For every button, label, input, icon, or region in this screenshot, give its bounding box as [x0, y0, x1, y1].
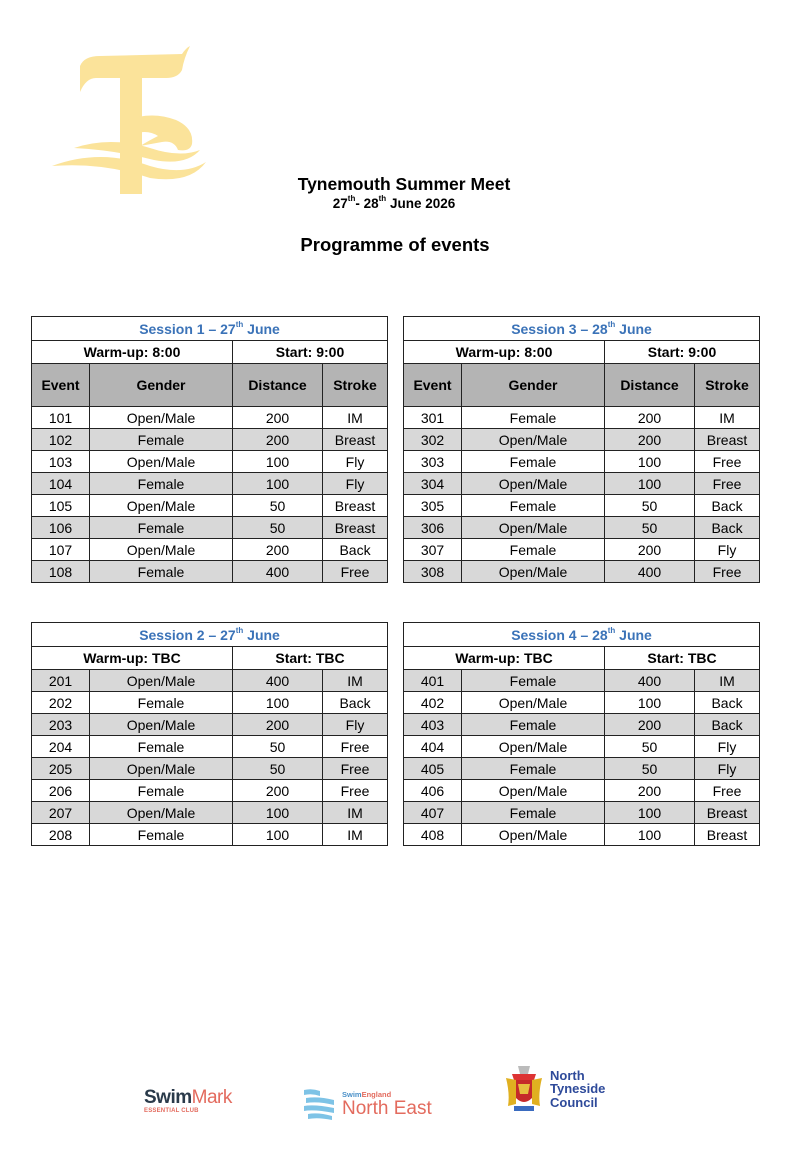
gender-cell: Female [462, 670, 605, 692]
stroke-cell: Free [695, 561, 760, 583]
distance-cell: 400 [605, 561, 695, 583]
session-label: Session 1 – 27 [139, 320, 236, 337]
event-row [32, 539, 388, 561]
event-row [32, 714, 388, 736]
distance-cell: 50 [233, 517, 323, 539]
session-title [32, 623, 388, 647]
gender-cell: Female [462, 539, 605, 561]
distance-cell: 50 [233, 736, 323, 758]
gender-cell: Female [90, 736, 233, 758]
distance-cell: 400 [233, 670, 323, 692]
event-row [404, 407, 760, 429]
gender-cell: Open/Male [462, 429, 605, 451]
gender-cell: Open/Male [462, 824, 605, 846]
swim-england-icon [302, 1088, 336, 1120]
event-row [404, 802, 760, 824]
gender-cell: Female [90, 517, 233, 539]
event-row [404, 670, 760, 692]
gender-cell: Open/Male [90, 714, 233, 736]
se-swim: Swim [342, 1090, 362, 1099]
coat-of-arms-icon [504, 1064, 544, 1114]
session-label: Session 3 – 28 [511, 320, 608, 337]
council-line3: Council [550, 1094, 598, 1110]
distance-cell: 50 [233, 758, 323, 780]
distance-cell: 100 [233, 692, 323, 714]
stroke-cell: IM [323, 824, 388, 846]
gender-cell: Open/Male [90, 670, 233, 692]
swimmark-sub: ESSENTIAL CLUB [144, 1108, 199, 1114]
column-header-event: Event [404, 364, 462, 407]
date-rest: June 2026 [386, 196, 456, 211]
stroke-cell: Back [695, 517, 760, 539]
event-number-cell: 103 [32, 451, 90, 473]
distance-cell: 200 [605, 714, 695, 736]
column-header-stroke: Stroke [695, 364, 760, 407]
session-label-end: June [243, 320, 280, 337]
swimmark-logo [144, 1087, 232, 1114]
event-row [404, 429, 760, 451]
stroke-cell: Back [323, 539, 388, 561]
distance-cell: 200 [233, 429, 323, 451]
session-label-end: June [243, 626, 280, 643]
event-row [404, 692, 760, 714]
event-number-cell: 401 [404, 670, 462, 692]
stroke-cell: Free [695, 451, 760, 473]
session-3-table [403, 316, 760, 583]
gender-cell: Female [462, 802, 605, 824]
event-number-cell: 302 [404, 429, 462, 451]
distance-cell: 400 [233, 561, 323, 583]
distance-cell: 400 [605, 670, 695, 692]
session-label-sup: th [607, 625, 616, 635]
distance-cell: 50 [605, 517, 695, 539]
session-label-sup: th [235, 319, 244, 329]
north-tyneside-council-logo [504, 1064, 605, 1114]
stroke-cell: Fly [323, 473, 388, 495]
stroke-cell: Back [695, 495, 760, 517]
event-row [404, 495, 760, 517]
distance-cell: 200 [233, 539, 323, 561]
stroke-cell: IM [323, 802, 388, 824]
session-label-end: June [615, 320, 652, 337]
event-row [404, 451, 760, 473]
distance-cell: 100 [233, 824, 323, 846]
distance-cell: 200 [233, 407, 323, 429]
stroke-cell: Breast [695, 802, 760, 824]
start-time: Start: 9:00 [233, 341, 388, 364]
se-england: England [361, 1090, 392, 1099]
distance-cell: 200 [233, 780, 323, 802]
session-label: Session 2 – 27 [139, 626, 236, 643]
event-number-cell: 304 [404, 473, 462, 495]
event-row [404, 714, 760, 736]
warmup-time: Warm-up: 8:00 [404, 341, 605, 364]
distance-cell: 200 [605, 539, 695, 561]
event-row [404, 824, 760, 846]
event-number-cell: 307 [404, 539, 462, 561]
distance-cell: 100 [233, 802, 323, 824]
event-row [32, 451, 388, 473]
stroke-cell: Free [695, 780, 760, 802]
gender-cell: Open/Male [90, 539, 233, 561]
distance-cell: 100 [233, 451, 323, 473]
start-time: Start: TBC [233, 647, 388, 670]
stroke-cell: Free [323, 780, 388, 802]
event-row [32, 780, 388, 802]
event-number-cell: 205 [32, 758, 90, 780]
event-number-cell: 207 [32, 802, 90, 824]
swim-england-north-east-logo [302, 1088, 432, 1120]
date-day1: 27 [332, 196, 348, 211]
gender-cell: Open/Male [90, 802, 233, 824]
event-row [32, 802, 388, 824]
session-label: Session 4 – 28 [511, 626, 608, 643]
date-sep: - [355, 196, 364, 211]
programme-heading: Programme of events [300, 234, 490, 255]
event-row [32, 736, 388, 758]
event-number-cell: 408 [404, 824, 462, 846]
column-header-gender: Gender [90, 364, 233, 407]
date-day2: 28 [363, 196, 379, 211]
warmup-time: Warm-up: TBC [32, 647, 233, 670]
council-line1: North [550, 1067, 585, 1083]
event-row [32, 692, 388, 714]
event-number-cell: 403 [404, 714, 462, 736]
event-number-cell: 306 [404, 517, 462, 539]
distance-cell: 100 [605, 802, 695, 824]
event-number-cell: 201 [32, 670, 90, 692]
session-title [404, 623, 760, 647]
gender-cell: Open/Male [90, 495, 233, 517]
event-number-cell: 102 [32, 429, 90, 451]
stroke-cell: IM [323, 407, 388, 429]
council-line2: Tyneside [550, 1081, 606, 1097]
gender-cell: Open/Male [462, 736, 605, 758]
event-number-cell: 107 [32, 539, 90, 561]
event-number-cell: 104 [32, 473, 90, 495]
event-row [32, 473, 388, 495]
stroke-cell: Fly [695, 539, 760, 561]
event-row [404, 758, 760, 780]
gender-cell: Female [90, 824, 233, 846]
event-row [404, 539, 760, 561]
distance-cell: 50 [233, 495, 323, 517]
event-row [404, 473, 760, 495]
meet-dates [0, 196, 794, 211]
swimmark-mark: Mark [191, 1087, 232, 1108]
start-time: Start: TBC [605, 647, 760, 670]
event-number-cell: 308 [404, 561, 462, 583]
event-row [32, 824, 388, 846]
event-row [404, 561, 760, 583]
event-row [404, 780, 760, 802]
event-number-cell: 305 [404, 495, 462, 517]
gender-cell: Open/Male [462, 517, 605, 539]
stroke-cell: Breast [323, 517, 388, 539]
distance-cell: 200 [605, 407, 695, 429]
event-number-cell: 301 [404, 407, 462, 429]
event-row [32, 758, 388, 780]
event-number-cell: 202 [32, 692, 90, 714]
event-number-cell: 206 [32, 780, 90, 802]
gender-cell: Open/Male [462, 561, 605, 583]
distance-cell: 100 [605, 824, 695, 846]
event-number-cell: 404 [404, 736, 462, 758]
session-1-table [31, 316, 388, 583]
stroke-cell: Back [323, 692, 388, 714]
stroke-cell: Fly [323, 714, 388, 736]
gender-cell: Female [462, 495, 605, 517]
stroke-cell: IM [695, 407, 760, 429]
gender-cell: Open/Male [90, 451, 233, 473]
stroke-cell: Free [323, 561, 388, 583]
event-row [404, 517, 760, 539]
event-number-cell: 105 [32, 495, 90, 517]
session-label-sup: th [607, 319, 616, 329]
column-header-stroke: Stroke [323, 364, 388, 407]
meet-title: Tynemouth Summer Meet [297, 174, 511, 194]
column-header-gender: Gender [462, 364, 605, 407]
distance-cell: 100 [233, 473, 323, 495]
session-4-table [403, 622, 760, 846]
gender-cell: Female [462, 758, 605, 780]
stroke-cell: IM [695, 670, 760, 692]
event-number-cell: 406 [404, 780, 462, 802]
warmup-time: Warm-up: TBC [404, 647, 605, 670]
event-row [32, 495, 388, 517]
stroke-cell: IM [323, 670, 388, 692]
stroke-cell: Fly [323, 451, 388, 473]
gender-cell: Female [462, 714, 605, 736]
distance-cell: 50 [605, 758, 695, 780]
distance-cell: 200 [233, 714, 323, 736]
warmup-time: Warm-up: 8:00 [32, 341, 233, 364]
gender-cell: Open/Male [462, 780, 605, 802]
session-label-end: June [615, 626, 652, 643]
distance-cell: 50 [605, 495, 695, 517]
event-number-cell: 106 [32, 517, 90, 539]
gender-cell: Open/Male [90, 407, 233, 429]
event-number-cell: 208 [32, 824, 90, 846]
stroke-cell: Free [323, 758, 388, 780]
event-row [32, 517, 388, 539]
stroke-cell: Breast [695, 429, 760, 451]
event-number-cell: 203 [32, 714, 90, 736]
distance-cell: 200 [605, 429, 695, 451]
distance-cell: 200 [605, 780, 695, 802]
gender-cell: Female [90, 780, 233, 802]
session-label-sup: th [235, 625, 244, 635]
distance-cell: 100 [605, 451, 695, 473]
swimmark-swim: Swim [144, 1087, 192, 1108]
event-row [32, 429, 388, 451]
stroke-cell: Free [695, 473, 760, 495]
gender-cell: Female [462, 451, 605, 473]
gender-cell: Female [90, 429, 233, 451]
session-title [404, 317, 760, 341]
event-number-cell: 402 [404, 692, 462, 714]
column-header-distance: Distance [605, 364, 695, 407]
gender-cell: Female [90, 692, 233, 714]
gender-cell: Open/Male [462, 692, 605, 714]
stroke-cell: Breast [695, 824, 760, 846]
distance-cell: 50 [605, 736, 695, 758]
event-number-cell: 108 [32, 561, 90, 583]
event-row [404, 736, 760, 758]
gender-cell: Open/Male [462, 473, 605, 495]
stroke-cell: Fly [695, 736, 760, 758]
date-sup1: th [347, 194, 356, 203]
session-2-table [31, 622, 388, 846]
gender-cell: Female [90, 561, 233, 583]
event-row [32, 407, 388, 429]
date-sup2: th [378, 194, 387, 203]
event-number-cell: 303 [404, 451, 462, 473]
column-header-distance: Distance [233, 364, 323, 407]
event-row [32, 670, 388, 692]
event-row [32, 561, 388, 583]
stroke-cell: Fly [695, 758, 760, 780]
gender-cell: Open/Male [90, 758, 233, 780]
se-region: North East [342, 1098, 432, 1119]
event-number-cell: 407 [404, 802, 462, 824]
distance-cell: 100 [605, 692, 695, 714]
stroke-cell: Back [695, 692, 760, 714]
event-number-cell: 204 [32, 736, 90, 758]
stroke-cell: Breast [323, 429, 388, 451]
gender-cell: Female [462, 407, 605, 429]
column-header-event: Event [32, 364, 90, 407]
stroke-cell: Free [323, 736, 388, 758]
start-time: Start: 9:00 [605, 341, 760, 364]
gender-cell: Female [90, 473, 233, 495]
event-number-cell: 405 [404, 758, 462, 780]
distance-cell: 100 [605, 473, 695, 495]
event-number-cell: 101 [32, 407, 90, 429]
stroke-cell: Breast [323, 495, 388, 517]
stroke-cell: Back [695, 714, 760, 736]
session-title [32, 317, 388, 341]
